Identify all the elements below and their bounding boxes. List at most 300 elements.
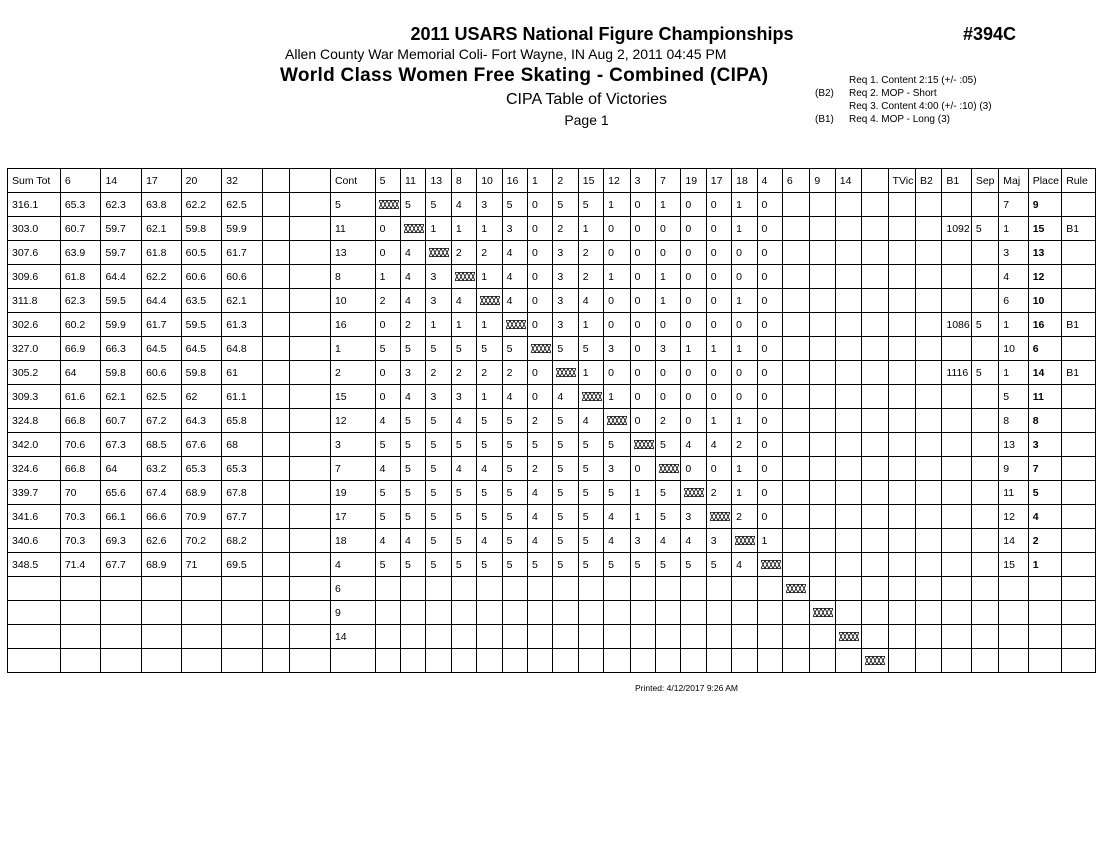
table-row	[8, 505, 1096, 529]
column-header	[290, 169, 331, 193]
table-cell	[290, 313, 331, 337]
table-cell	[290, 433, 331, 457]
table-cell	[262, 289, 289, 313]
table-cell: 59.9	[222, 217, 263, 241]
table-cell: 1	[655, 265, 680, 289]
table-cell: 62.2	[142, 265, 182, 289]
table-cell: 1	[757, 529, 782, 553]
table-cell: 4	[502, 385, 527, 409]
table-row	[8, 529, 1096, 553]
table-cell	[60, 601, 101, 625]
table-cell: 348.5	[8, 553, 61, 577]
column-header: 11	[401, 169, 426, 193]
table-cell: 70.3	[60, 529, 101, 553]
table-cell: 5	[706, 553, 731, 577]
table-cell: 1	[732, 289, 757, 313]
table-cell: 3	[681, 505, 706, 529]
table-cell: 5	[655, 505, 680, 529]
table-cell: 61.3	[222, 313, 263, 337]
requirement-tag: (B1)	[815, 114, 834, 125]
table-cell: 5	[375, 553, 400, 577]
table-cell: 3	[553, 289, 578, 313]
table-cell: 5	[528, 433, 553, 457]
table-cell	[971, 409, 998, 433]
column-header: 14	[835, 169, 861, 193]
table-cell: 62.1	[101, 385, 142, 409]
table-cell	[835, 457, 861, 481]
table-cell: 3	[426, 289, 451, 313]
table-cell	[375, 601, 400, 625]
table-cell: 9	[999, 457, 1028, 481]
table-cell	[655, 457, 680, 481]
table-cell	[782, 529, 809, 553]
table-cell	[835, 337, 861, 361]
table-cell	[942, 289, 971, 313]
table-cell	[810, 553, 835, 577]
table-cell	[810, 577, 835, 601]
table-cell: 69.5	[222, 553, 263, 577]
table-cell	[942, 505, 971, 529]
table-cell	[782, 505, 809, 529]
table-cell: 2	[553, 217, 578, 241]
table-cell: 4	[528, 481, 553, 505]
table-cell	[835, 481, 861, 505]
table-cell: 0	[604, 217, 630, 241]
table-cell: 11	[330, 217, 375, 241]
table-cell	[262, 553, 289, 577]
column-header: 7	[655, 169, 680, 193]
self-match-mark-icon	[761, 560, 781, 569]
table-cell: 64.3	[181, 409, 222, 433]
table-cell: 62.2	[181, 193, 222, 217]
table-cell: 1	[655, 289, 680, 313]
table-cell	[810, 505, 835, 529]
table-cell	[862, 217, 888, 241]
table-row	[8, 577, 1096, 601]
table-cell	[604, 577, 630, 601]
place-cell: 9	[1028, 193, 1062, 217]
table-cell: 0	[630, 409, 655, 433]
table-cell: 0	[630, 241, 655, 265]
table-cell	[835, 649, 861, 673]
table-cell	[888, 265, 915, 289]
table-cell	[915, 385, 941, 409]
table-row	[8, 313, 1096, 337]
table-cell	[810, 313, 835, 337]
table-cell	[1062, 481, 1096, 505]
table-cell: 4	[732, 553, 757, 577]
table-cell: 59.8	[181, 361, 222, 385]
table-cell	[630, 577, 655, 601]
table-cell	[290, 337, 331, 361]
event-code: #394C	[963, 24, 1017, 44]
table-cell: 59.8	[181, 217, 222, 241]
table-cell	[810, 529, 835, 553]
table-cell: 64	[60, 361, 101, 385]
table-cell: 0	[528, 241, 553, 265]
table-cell	[290, 577, 331, 601]
table-cell	[142, 649, 182, 673]
table-cell: 65.3	[60, 193, 101, 217]
table-cell: 62.3	[60, 289, 101, 313]
table-cell: 2	[578, 241, 603, 265]
table-cell: 5	[630, 553, 655, 577]
table-cell: 2	[401, 313, 426, 337]
table-cell	[835, 313, 861, 337]
table-cell: 0	[757, 505, 782, 529]
table-cell	[942, 625, 971, 649]
table-cell: 62.1	[222, 289, 263, 313]
table-cell: 61.8	[60, 265, 101, 289]
table-cell: 62	[181, 385, 222, 409]
table-cell	[915, 265, 941, 289]
place-cell: 11	[1028, 385, 1062, 409]
table-cell	[1062, 553, 1096, 577]
table-cell	[999, 577, 1028, 601]
table-cell	[528, 601, 553, 625]
column-header: 3	[630, 169, 655, 193]
table-cell: 2	[451, 241, 476, 265]
table-cell	[1062, 265, 1096, 289]
table-cell	[915, 289, 941, 313]
table-cell	[942, 193, 971, 217]
table-cell	[835, 241, 861, 265]
table-cell	[971, 457, 998, 481]
table-cell	[757, 577, 782, 601]
table-cell: 4	[401, 385, 426, 409]
table-cell	[732, 577, 757, 601]
table-cell: 4	[553, 385, 578, 409]
table-cell: 0	[757, 457, 782, 481]
self-match-mark-icon	[735, 536, 755, 545]
table-cell: 1	[604, 193, 630, 217]
column-header: 14	[101, 169, 142, 193]
table-cell	[810, 289, 835, 313]
table-cell: 66.1	[101, 505, 142, 529]
table-cell	[502, 313, 527, 337]
table-cell	[8, 601, 61, 625]
table-cell: 5	[426, 529, 451, 553]
table-cell: 2	[477, 241, 502, 265]
table-cell: 0	[757, 193, 782, 217]
self-match-mark-icon	[480, 296, 500, 305]
table-cell: 0	[757, 289, 782, 313]
table-cell: 1	[999, 361, 1028, 385]
table-cell: 0	[681, 409, 706, 433]
table-cell: 1	[330, 337, 375, 361]
table-cell: 62.1	[142, 217, 182, 241]
table-cell	[262, 265, 289, 289]
table-cell: 2	[706, 481, 731, 505]
table-cell: 4	[578, 289, 603, 313]
table-cell: 5	[375, 505, 400, 529]
table-cell: 5	[477, 553, 502, 577]
column-header: 9	[810, 169, 835, 193]
table-cell: 5	[451, 433, 476, 457]
table-cell	[915, 409, 941, 433]
column-header: 17	[706, 169, 731, 193]
table-cell	[757, 625, 782, 649]
table-cell: 60.6	[142, 361, 182, 385]
table-cell	[401, 601, 426, 625]
table-cell	[706, 577, 731, 601]
table-cell	[888, 529, 915, 553]
table-cell: 0	[681, 241, 706, 265]
table-cell	[375, 193, 400, 217]
table-cell: 4	[681, 433, 706, 457]
table-row	[8, 649, 1096, 673]
table-cell: 1092	[942, 217, 971, 241]
table-cell: 342.0	[8, 433, 61, 457]
table-cell: 5	[578, 529, 603, 553]
table-cell: 5	[401, 457, 426, 481]
table-cell: 0	[604, 313, 630, 337]
table-cell	[782, 217, 809, 241]
table-cell	[60, 649, 101, 673]
place-cell: 6	[1028, 337, 1062, 361]
table-cell: 1	[477, 313, 502, 337]
table-cell: 60.6	[181, 265, 222, 289]
table-cell: 2	[426, 361, 451, 385]
table-cell	[999, 649, 1028, 673]
table-cell	[915, 217, 941, 241]
table-cell: 0	[757, 361, 782, 385]
table-cell: 3	[426, 385, 451, 409]
table-cell	[8, 649, 61, 673]
table-cell: 4	[451, 409, 476, 433]
table-cell: 5	[553, 457, 578, 481]
table-cell: 6	[330, 577, 375, 601]
table-cell: 2	[732, 505, 757, 529]
table-cell	[181, 625, 222, 649]
table-cell: 7	[330, 457, 375, 481]
table-cell	[942, 241, 971, 265]
table-cell: 14	[999, 529, 1028, 553]
table-cell: 1	[999, 217, 1028, 241]
table-cell: 5	[655, 553, 680, 577]
table-cell	[888, 361, 915, 385]
table-cell: 59.9	[101, 313, 142, 337]
table-row	[8, 481, 1096, 505]
table-cell: 5	[655, 481, 680, 505]
table-cell	[578, 601, 603, 625]
table-cell: 5	[477, 337, 502, 361]
table-cell: 71	[181, 553, 222, 577]
table-cell: B1	[1062, 361, 1096, 385]
table-cell: 5	[604, 433, 630, 457]
table-cell: 65.3	[222, 457, 263, 481]
table-cell	[810, 433, 835, 457]
place-cell	[1028, 625, 1062, 649]
table-cell: 327.0	[8, 337, 61, 361]
column-header: 20	[181, 169, 222, 193]
table-cell	[862, 385, 888, 409]
table-cell: 1	[604, 265, 630, 289]
column-header: 4	[757, 169, 782, 193]
table-cell	[181, 649, 222, 673]
table-cell: 64.5	[142, 337, 182, 361]
table-cell: 4	[528, 505, 553, 529]
table-cell: 0	[655, 241, 680, 265]
table-cell: 5	[451, 529, 476, 553]
table-cell	[835, 577, 861, 601]
table-cell	[810, 649, 835, 673]
table-cell	[971, 481, 998, 505]
table-cell: 1	[426, 313, 451, 337]
table-cell	[502, 577, 527, 601]
table-cell	[971, 649, 998, 673]
table-cell	[290, 193, 331, 217]
table-cell	[451, 577, 476, 601]
table-cell: 5	[375, 337, 400, 361]
table-cell: 5	[578, 457, 603, 481]
place-cell: 14	[1028, 361, 1062, 385]
table-cell: 5	[426, 457, 451, 481]
table-cell: 1	[681, 337, 706, 361]
table-cell: 3	[999, 241, 1028, 265]
table-cell	[222, 625, 263, 649]
table-cell: 5	[578, 337, 603, 361]
table-cell: 1	[732, 481, 757, 505]
table-cell	[971, 433, 998, 457]
place-cell: 7	[1028, 457, 1062, 481]
table-cell: 5	[502, 505, 527, 529]
table-cell	[426, 649, 451, 673]
table-cell: 3	[451, 385, 476, 409]
table-cell	[553, 649, 578, 673]
table-cell: 2	[732, 433, 757, 457]
column-header	[262, 169, 289, 193]
table-cell: 0	[706, 313, 731, 337]
requirement-row	[815, 74, 992, 87]
table-cell: 5	[426, 481, 451, 505]
table-cell: 2	[502, 361, 527, 385]
table-cell	[862, 601, 888, 625]
table-cell: 5	[502, 457, 527, 481]
self-match-mark-icon	[455, 272, 475, 281]
table-cell	[888, 625, 915, 649]
table-cell	[888, 457, 915, 481]
table-cell: 19	[330, 481, 375, 505]
self-match-mark-icon	[839, 632, 859, 641]
table-cell: 0	[681, 193, 706, 217]
table-cell	[942, 553, 971, 577]
table-cell: 5	[502, 433, 527, 457]
table-cell	[1062, 193, 1096, 217]
table-cell	[888, 481, 915, 505]
table-cell	[862, 313, 888, 337]
table-cell: 5	[502, 337, 527, 361]
table-cell	[330, 649, 375, 673]
table-cell: 0	[375, 313, 400, 337]
table-cell: 5	[330, 193, 375, 217]
column-header: Maj	[999, 169, 1028, 193]
self-match-mark-icon	[607, 416, 627, 425]
table-cell: 4	[502, 289, 527, 313]
table-cell: 60.2	[60, 313, 101, 337]
table-cell: 62.6	[142, 529, 182, 553]
table-cell	[862, 481, 888, 505]
table-cell	[655, 601, 680, 625]
table-cell	[862, 265, 888, 289]
table-cell: 62.5	[142, 385, 182, 409]
table-cell: 60.7	[60, 217, 101, 241]
table-cell	[915, 313, 941, 337]
column-header: TVic	[888, 169, 915, 193]
table-cell: 340.6	[8, 529, 61, 553]
table-cell	[862, 361, 888, 385]
table-cell: 0	[706, 457, 731, 481]
self-match-mark-icon	[634, 440, 654, 449]
table-cell: 3	[553, 265, 578, 289]
table-row	[8, 553, 1096, 577]
table-cell	[426, 577, 451, 601]
table-cell: 4	[401, 529, 426, 553]
requirement-row	[815, 100, 992, 113]
column-header: 32	[222, 169, 263, 193]
table-cell	[630, 601, 655, 625]
table-cell: 60.5	[181, 241, 222, 265]
table-cell	[999, 625, 1028, 649]
column-header: Sep	[971, 169, 998, 193]
table-cell	[1062, 385, 1096, 409]
table-cell: 1	[477, 385, 502, 409]
table-cell	[262, 217, 289, 241]
table-cell: 1	[706, 337, 731, 361]
table-row	[8, 625, 1096, 649]
table-cell	[888, 577, 915, 601]
table-cell: 5	[451, 553, 476, 577]
table-cell: 5	[426, 337, 451, 361]
place-cell: 3	[1028, 433, 1062, 457]
table-cell	[578, 577, 603, 601]
table-cell: 5	[426, 193, 451, 217]
table-cell: 1	[732, 337, 757, 361]
table-cell: 3	[426, 265, 451, 289]
table-cell: 61.8	[142, 241, 182, 265]
table-cell: 61.7	[142, 313, 182, 337]
table-cell: 3	[330, 433, 375, 457]
table-cell: 0	[681, 217, 706, 241]
table-cell	[915, 649, 941, 673]
table-cell: 1	[999, 313, 1028, 337]
column-header: B1	[942, 169, 971, 193]
table-cell: 4	[604, 529, 630, 553]
table-cell	[915, 529, 941, 553]
table-cell	[999, 601, 1028, 625]
table-cell: 0	[528, 193, 553, 217]
table-cell: 5	[553, 337, 578, 361]
table-cell	[782, 241, 809, 265]
table-cell	[782, 457, 809, 481]
table-cell: 5	[553, 481, 578, 505]
table-cell: 4	[330, 553, 375, 577]
requirement-text: Req 3. Content 4:00 (+/- :10) (3)	[849, 101, 992, 112]
table-cell	[971, 241, 998, 265]
table-cell	[888, 313, 915, 337]
self-match-mark-icon	[404, 224, 424, 233]
table-cell: 60.7	[101, 409, 142, 433]
table-cell	[835, 433, 861, 457]
table-cell: 5	[502, 529, 527, 553]
victories-table	[7, 168, 1096, 673]
table-cell: 324.8	[8, 409, 61, 433]
table-cell: 66.8	[60, 409, 101, 433]
table-cell: 5	[971, 361, 998, 385]
table-cell	[915, 577, 941, 601]
table-cell	[862, 625, 888, 649]
table-cell: 62.5	[222, 193, 263, 217]
